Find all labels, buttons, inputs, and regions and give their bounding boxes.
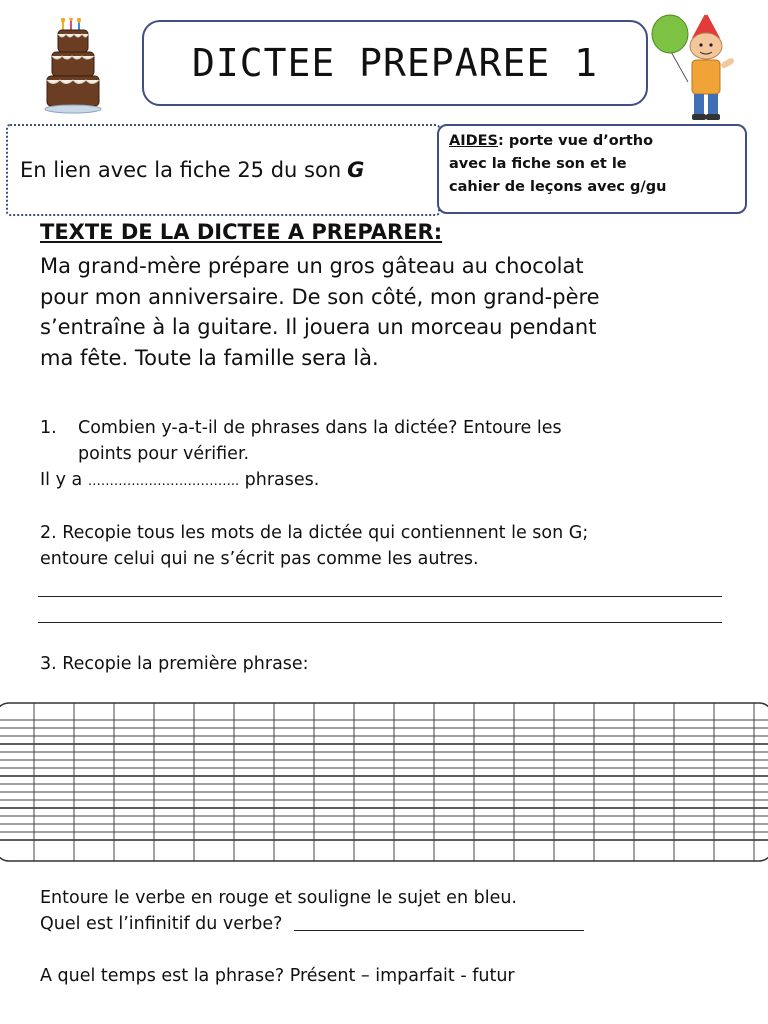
question-1-text-cont: points pour vérifier. — [78, 444, 250, 464]
dictation-line: pour mon anniversaire. De son côté, mon grand-père — [40, 284, 600, 309]
birthday-cake-icon — [44, 18, 102, 118]
question-1-number: 1. — [40, 418, 57, 438]
lesson-link-box — [6, 124, 440, 216]
infinitive-answer-line[interactable] — [294, 930, 584, 931]
child-with-balloon-icon — [650, 8, 740, 130]
question-2-text: 2. Recopie tous les mots de la dictée qui contiennent le son G; — [40, 523, 589, 543]
question-4-infinitive: Quel est l’infinitif du verbe? — [40, 914, 283, 934]
answer-suffix: phrases. — [244, 470, 320, 490]
question-4 — [40, 885, 584, 989]
dictation-heading: TEXTE DE LA DICTEE A PREPARER: — [40, 220, 443, 244]
aides-line-1: : porte vue d’ortho — [498, 133, 654, 149]
answer-blank[interactable]: …………………………….. — [87, 474, 240, 489]
answer-line[interactable] — [38, 622, 722, 623]
dictation-text — [40, 251, 740, 373]
aides-box — [437, 124, 747, 214]
answer-prefix: Il y a — [40, 470, 83, 490]
lesson-link-text: En lien avec la fiche 25 du son — [20, 158, 342, 182]
handwriting-grid[interactable] — [0, 702, 768, 862]
title-box — [142, 20, 648, 106]
dictation-line: ma fête. Toute la famille sera là. — [40, 345, 379, 370]
sound-letter: G — [347, 158, 365, 182]
question-4-instruction: Entoure le verbe en rouge et souligne le sujet en bleu. — [40, 888, 517, 908]
aides-label: AIDES — [449, 133, 499, 149]
aides-line-3: cahier de leçons avec g/gu — [449, 179, 667, 195]
question-2-text-cont: entoure celui qui ne s’écrit pas comme les autres. — [40, 549, 479, 569]
question-2 — [40, 520, 588, 572]
question-3: 3. Recopie la première phrase: — [40, 654, 309, 674]
question-4-tense: A quel temps est la phrase? Présent – imparfait - futur — [40, 966, 515, 986]
page-title: DICTEE PREPAREE 1 — [192, 41, 598, 85]
question-1-text: Combien y-a-t-il de phrases dans la dictée? Entoure les — [78, 418, 562, 438]
dictation-line: Ma grand-mère prépare un gros gâteau au chocolat — [40, 254, 584, 278]
question-1 — [40, 415, 562, 495]
dictation-line: s’entraîne à la guitare. Il jouera un morceau pendant — [40, 315, 597, 339]
aides-line-2: avec la fiche son et le — [449, 156, 627, 172]
answer-line[interactable] — [38, 596, 722, 597]
